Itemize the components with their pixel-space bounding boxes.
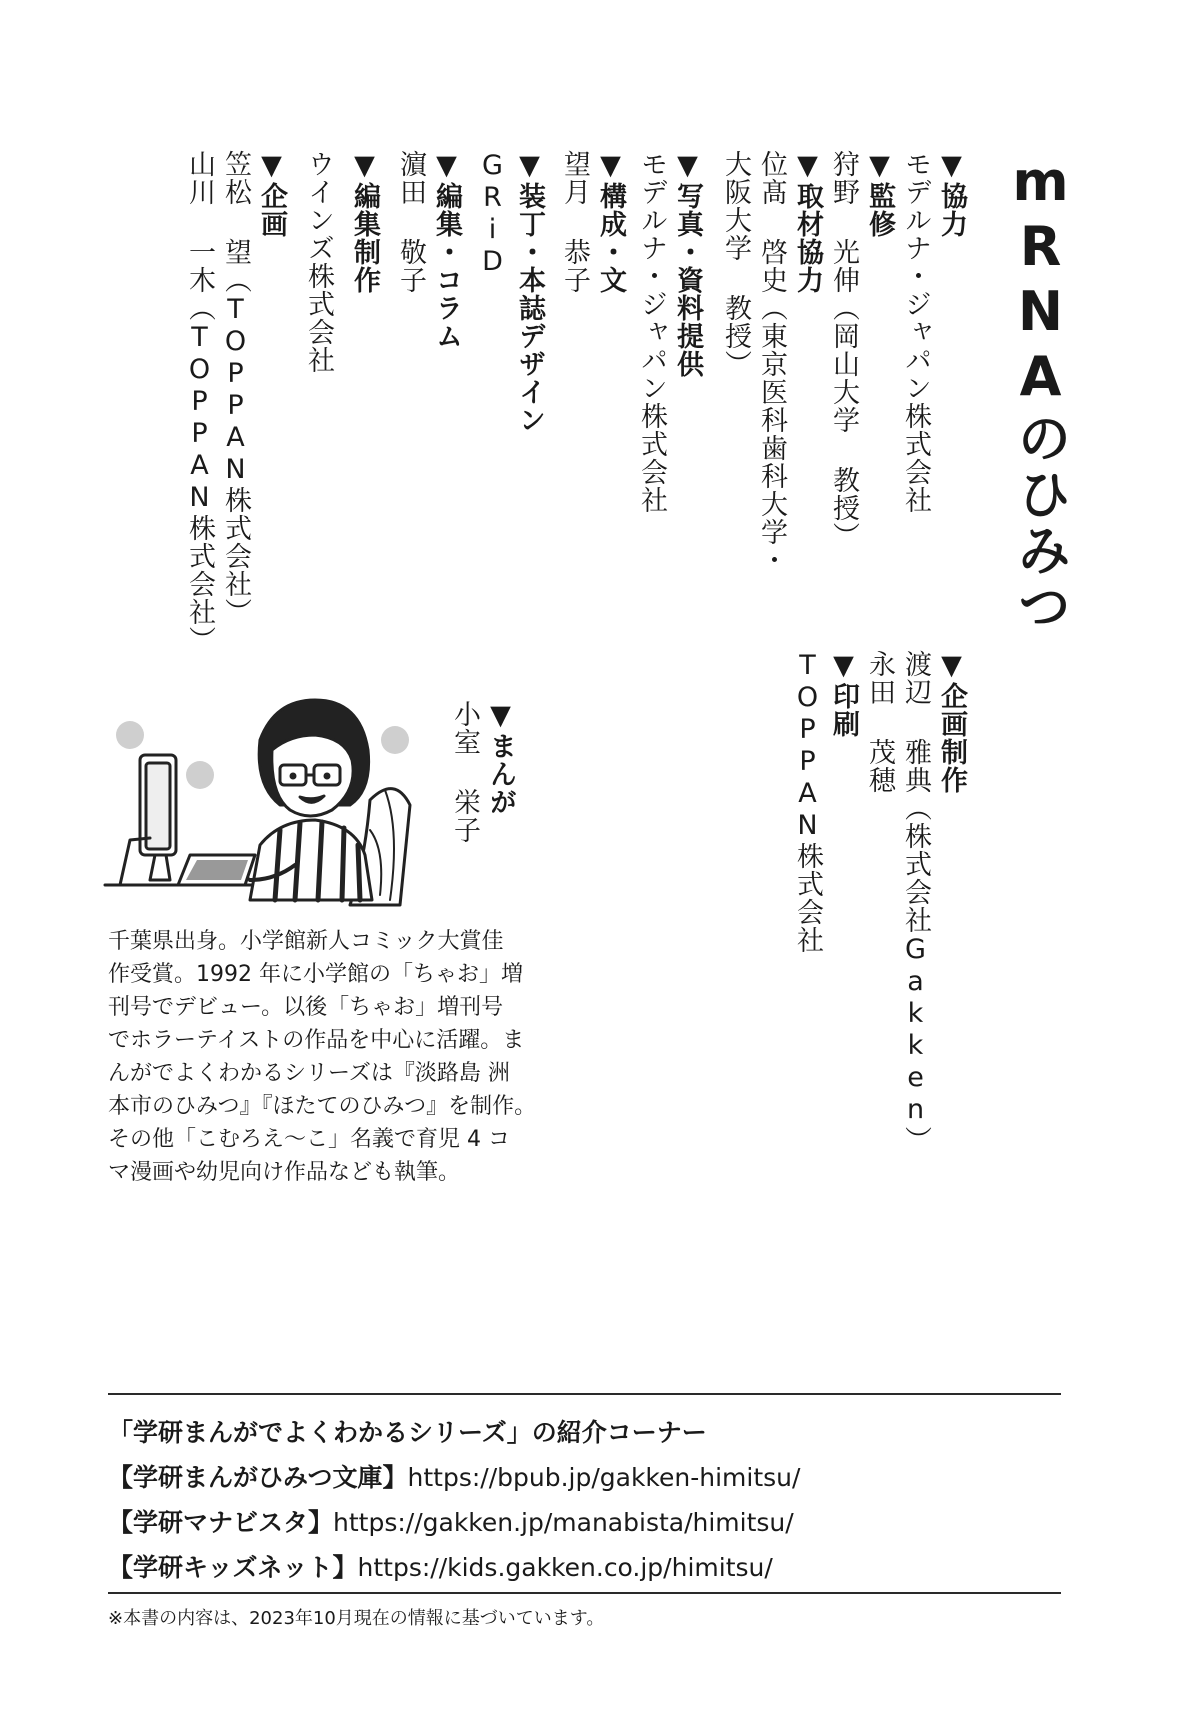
credit-heading-printing: ▼印刷	[828, 650, 859, 738]
link-url[interactable]: https://kids.gakken.co.jp/himitsu/	[357, 1553, 773, 1582]
link-row-manabista[interactable]	[108, 1503, 1061, 1537]
credit-heading-cooperation: ▼協力	[936, 150, 967, 238]
bio-line: 本市のひみつ』『ほたてのひみつ』を制作。	[108, 1094, 537, 1119]
credit-heading-planning: ▼企画	[256, 150, 287, 238]
bio-line: 千葉県出身。小学館新人コミック大賞佳	[108, 929, 504, 954]
credit-line: 狩野 光伸（岡山大学 教授）	[828, 150, 859, 550]
footnote: ※本書の内容は、2023年10月現在の情報に基づいています。	[108, 1608, 605, 1629]
bio-line: その他「こむろえ〜こ」名義で育児 4 コ	[108, 1127, 510, 1152]
credit-heading-editing: ▼編集・コラム	[431, 150, 462, 350]
credit-line: 笠松 望（TOPPAN株式会社）	[220, 150, 251, 626]
credit-heading-photos: ▼写真・資料提供	[672, 150, 703, 378]
credit-heading-interview: ▼取材協力	[792, 150, 823, 294]
link-row-himitsu-bunko[interactable]	[108, 1458, 1061, 1492]
credit-line: TOPPAN株式会社	[792, 650, 823, 954]
credit-line: 山川 一木（TOPPAN株式会社）	[184, 150, 215, 654]
credit-line: モデルナ・ジャパン株式会社	[636, 150, 667, 514]
bio-line: マ漫画や幼児向け作品なども執筆。	[108, 1160, 461, 1185]
link-label: 【学研マナビスタ】	[108, 1508, 334, 1537]
artist-illustration	[100, 680, 430, 910]
bio-line: 作受賞。1992 年に小学館の「ちゃお」増	[108, 962, 523, 987]
link-url[interactable]: https://gakken.jp/manabista/himitsu/	[333, 1508, 794, 1537]
credit-line: 永田 茂穂	[864, 650, 895, 794]
credit-line: 位髙 啓史（東京医科歯科大学・	[756, 150, 787, 574]
manga-heading: ▼まんが	[485, 700, 516, 816]
credit-line: 渡辺 雅典（株式会社Gakken）	[900, 650, 931, 1154]
links-title: 「学研まんがでよくわかるシリーズ」の紹介コーナー	[108, 1418, 707, 1447]
credit-heading-edit-production: ▼編集制作	[349, 150, 380, 294]
book-title: mRNAのひみつ	[1009, 150, 1072, 634]
credit-heading-planning-production: ▼企画制作	[936, 650, 967, 794]
credit-line: GRiD	[477, 150, 508, 278]
bio-line: でホラーテイストの作品を中心に活躍。ま	[108, 1028, 525, 1053]
link-label: 【学研まんがひみつ文庫】	[108, 1463, 408, 1492]
bottom-rule	[108, 1592, 1061, 1594]
credit-line: 大阪大学 教授）	[720, 150, 751, 378]
bio-line: んがでよくわかるシリーズは『淡路島 洲	[108, 1061, 510, 1086]
credit-line: 望月 恭子	[559, 150, 590, 294]
artist-bio	[108, 925, 536, 1189]
credit-heading-supervision: ▼監修	[864, 150, 895, 238]
credit-line: モデルナ・ジャパン株式会社	[900, 150, 931, 514]
link-label: 【学研キッズネット】	[108, 1553, 358, 1582]
top-rule	[108, 1393, 1061, 1395]
credit-heading-design: ▼装丁・本誌デザイン	[514, 150, 545, 434]
credit-line: 濵田 敬子	[395, 150, 426, 294]
link-url[interactable]: https://bpub.jp/gakken-himitsu/	[407, 1463, 801, 1492]
manga-artist-name: 小室 栄子	[449, 700, 480, 844]
bio-line: 刊号でデビュー。以後「ちゃお」増刊号	[108, 995, 504, 1020]
series-links-box	[108, 1393, 1061, 1594]
link-row-kidsnet[interactable]	[108, 1548, 1061, 1582]
credit-heading-composition: ▼構成・文	[595, 150, 626, 294]
credit-line: ウインズ株式会社	[303, 150, 334, 374]
